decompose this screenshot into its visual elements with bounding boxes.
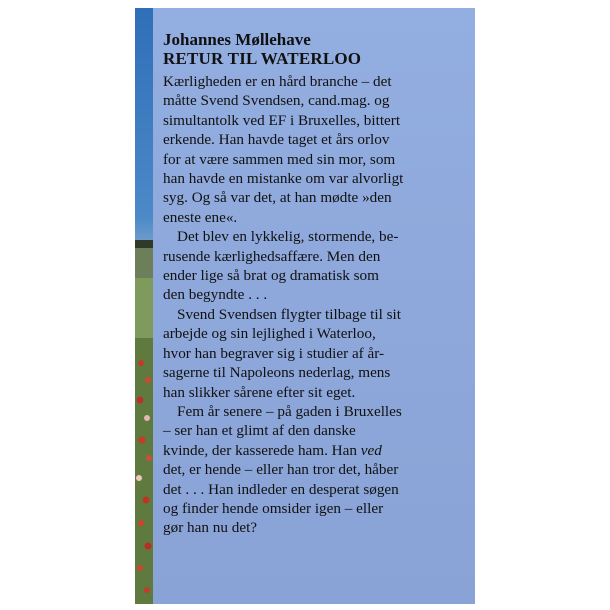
text-line: Kærligheden er en hård branche – det [163,73,392,90]
text-line: det . . . Han indleder en desperat søgen [163,480,399,498]
text-line: syg. Og så var det, at han mødte »den [163,189,392,207]
emphasized-word: ved [360,441,382,459]
text-line: den begyndte . . . [163,286,268,304]
text-line: Svend Svendsen flygter tilbage til sit [177,305,401,323]
text-line: hvor han begraver sig i studier af år- [163,344,385,362]
text-line: det, er hende – eller han tror det, håber [163,461,399,479]
text-line: Fem år senere – på gaden i Bruxelles [177,402,402,420]
blurb-paragraph-2 [163,227,467,305]
text-line: Det blev en lykkelig, stormende, be- [177,228,399,246]
blurb-paragraph-4 [163,402,467,538]
author-name: Johannes Møllehave [163,30,311,49]
blurb-paragraph-3 [163,305,467,402]
text-line: han slikker sårene efter sit eget. [163,383,356,401]
blurb-text [163,30,467,538]
book-title: RETUR TIL WATERLOO [163,49,362,68]
text-line: arbejde og sin lejlighed i Waterloo, [163,325,376,343]
text-line: gør han nu det? [163,519,258,537]
text-line [163,441,467,460]
text-line: han havde en mistanke om var alvorligt [163,170,404,188]
text-line: og finder hende omsider igen – eller [163,499,384,517]
text-line: for at være sammen med sin mor, som [163,150,396,168]
blurb-paragraph-1 [163,72,467,227]
text-line: – ser han et glimt af den danske [163,422,356,440]
text-line: simultantolk ved EF i Bruxelles, bittert [163,111,401,129]
cover-photo-strip [135,8,153,604]
text-line: eneste ene«. [163,208,238,226]
text-line: sagerne til Napoleons nederlag, mens [163,364,391,382]
text-segment: kvinde, der kasserede ham. Han [163,441,361,459]
book-back-cover [135,8,475,604]
text-line: måtte Svend Svendsen, cand.mag. og [163,92,390,110]
text-line: erkende. Han havde taget et års orlov [163,131,390,149]
text-line: ender lige så brat og dramatisk som [163,267,379,285]
text-line: rusende kærlighedsaffære. Men den [163,247,381,265]
